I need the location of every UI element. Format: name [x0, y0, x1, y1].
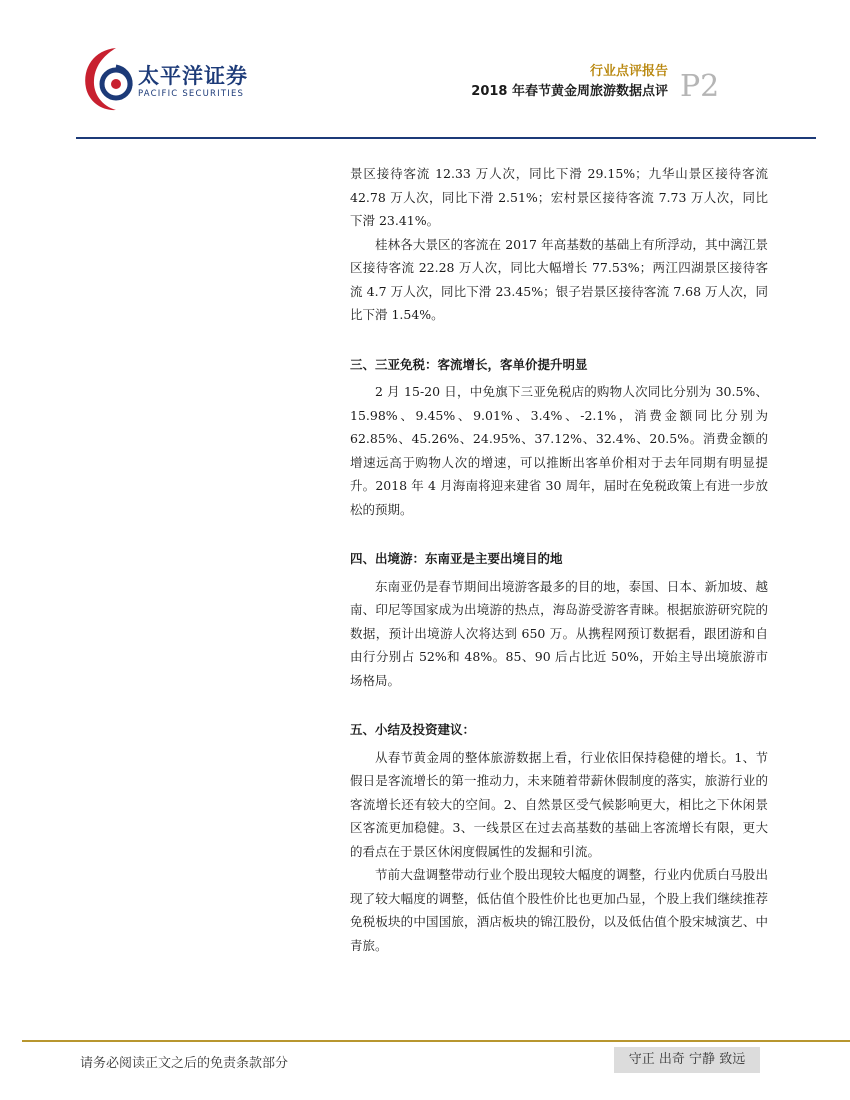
logo-chinese-name: 太平洋证券 [138, 64, 248, 88]
report-type: 行业点评报告 [589, 64, 668, 79]
page-number: P2 [680, 69, 720, 104]
paragraph-summary: 从春节黄金周的整体旅游数据上看，行业依旧保持稳健的增长。1、节假日是客流增长的第一推动力，未来随着带薪休假制度的落实，旅游行业的客流增长还有较大的空间。2、自然景区受气候影响更大，相比之下休闲景区客流更加稳健。3、一线景区在过去高基数的基础上客流增长有限，更大的看点在于景区休闲度假属性的发掘和引流。 [350, 749, 768, 859]
section-heading-summary: 五、小结及投资建议： [350, 722, 476, 737]
footer-disclaimer: 请务必阅读正文之后的免责条款部分 [80, 1056, 289, 1071]
company-logo [80, 44, 260, 114]
paragraph-sanya-dutyfree: 2 月 15-20 日，中免旗下三亚免税店的购物人次同比分别为 30.5%、15.98%、9.45%、9.01%、3.4%、-2.1%，消费金额同比分别为 62.85%、45.26%、24.95%、37.12%、32.4%、20.5%。消费金额的增速远高于购物人次的增速，可以推断出客单价相对于去年同期有明显提升。2018 年 4 月海南将迎来建省 30 周年，届时在免税政策上有进一步放松的预期。 [350, 384, 768, 517]
logo-english-name: PACIFIC SECURITIES [138, 89, 245, 99]
paragraph-anhui-scenic: 景区接待客流 12.33 万人次，同比下滑 29.15%；九华山景区接待客流 42.78 万人次，同比下滑 2.51%；宏村景区接待客流 7.73 万人次，同比下滑 23.41%。 [350, 166, 768, 228]
header-divider [76, 137, 816, 139]
pacific-logo-icon [80, 44, 142, 114]
report-title: 2018 年春节黄金周旅游数据点评 [471, 84, 668, 99]
footer-motto: 守正 出奇 宁静 致远 [614, 1047, 760, 1073]
section-heading-sanya: 三、三亚免税：客流增长，客单价提升明显 [350, 356, 588, 372]
paragraph-outbound-travel: 东南亚仍是春节期间出境游客最多的目的地，泰国、日本、新加坡、越南、印尼等国家成为出境游的热点，海岛游受游客青睐。根据旅游研究院的数据，预计出境游人次将达到 650 万。从携程网预订数据看，跟团游和自由行分别占 52%和 48%。85、90 后占比近 50%，开始主导出境旅游市场格局。 [350, 578, 768, 688]
section-heading-outbound: 四、出境游：东南亚是主要出境目的地 [350, 551, 563, 566]
paragraph-guilin-scenic: 桂林各大景区的客流在 2017 年高基数的基础上有所浮动，其中漓江景区接待客流 22.28 万人次，同比大幅增长 77.53%；两江四湖景区接待客流 4.7 万人次，同比下滑 23.45%；银子岩景区接待客流 7.68 万人次，同比下滑 1.54%。 [350, 236, 768, 322]
paragraph-recommendation: 节前大盘调整带动行业个股出现较大幅度的调整，行业内优质白马股出现了较大幅度的调整，低估值个股性价比也更加凸显，个股上我们继续推荐免税板块的中国国旅，酒店板块的锦江股份，以及低估值个股宋城演艺、中青旅。 [350, 867, 768, 953]
report-body [350, 162, 768, 957]
footer-divider [22, 1040, 850, 1042]
